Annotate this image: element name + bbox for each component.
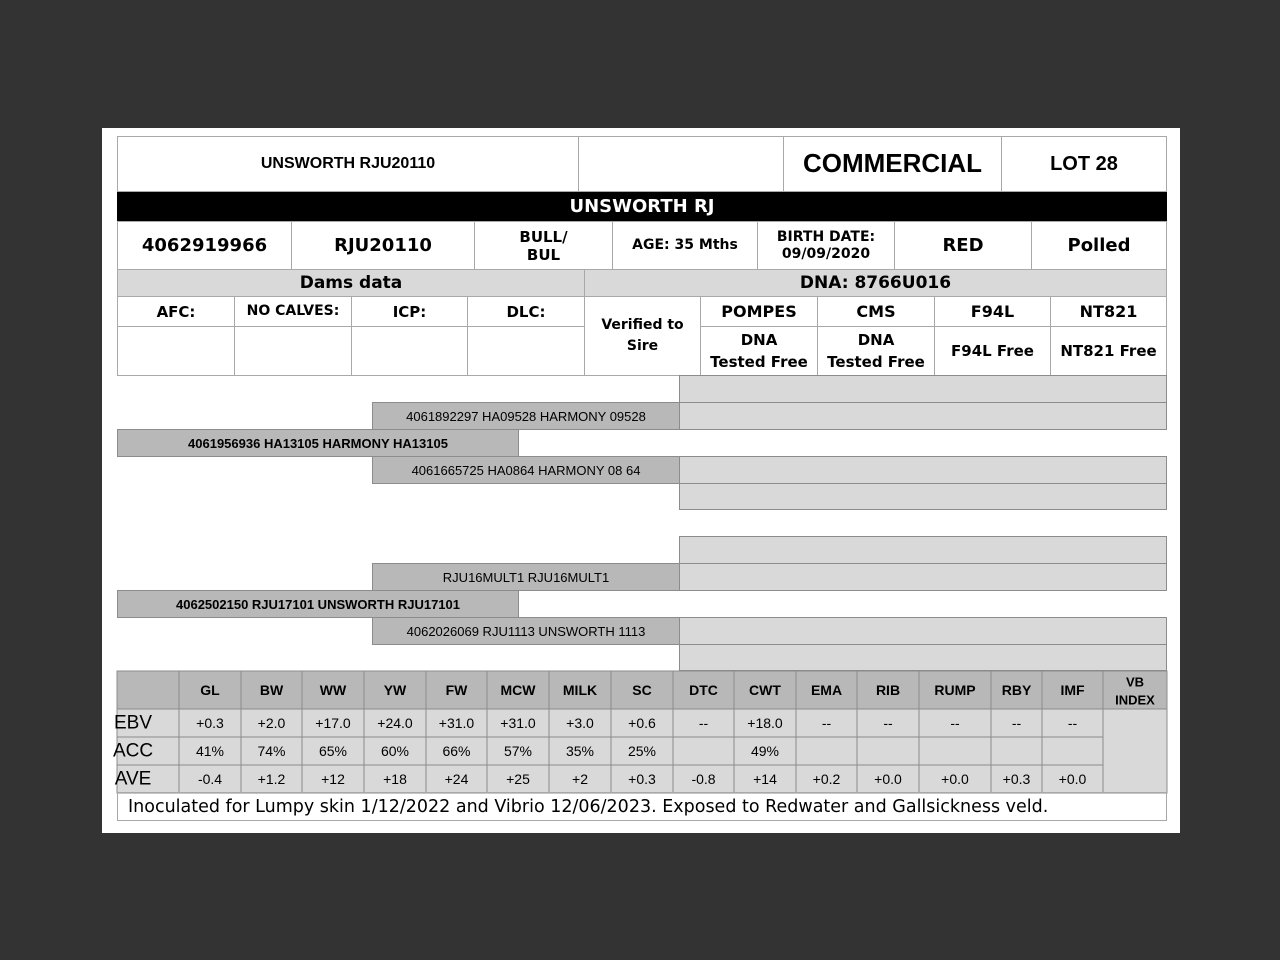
ebv-value-acc-mcw: 57% bbox=[503, 743, 533, 759]
lot-number: LOT 28 bbox=[1001, 136, 1167, 192]
ebv-header-mcw: MCW bbox=[500, 682, 536, 698]
ebv-value-ave-sc: +0.3 bbox=[628, 771, 656, 787]
ebv-value-ebv-bw: +2.0 bbox=[257, 715, 286, 731]
tag-number: RJU20110 bbox=[291, 221, 475, 270]
ebv-table bbox=[102, 128, 1180, 833]
ebv-value-ave-mcw: +25 bbox=[506, 771, 530, 787]
ebv-value-ebv-gl: +0.3 bbox=[196, 715, 224, 731]
ebv-value-ebv-rump: -- bbox=[950, 715, 960, 731]
ebv-header-gl: GL bbox=[200, 682, 220, 698]
ebv-value-acc-gl: 41% bbox=[195, 743, 225, 759]
dna-result-f94l: F94L Free bbox=[934, 326, 1051, 376]
ebv-value-acc-sc: 25% bbox=[627, 743, 657, 759]
verified-line1: Verified to bbox=[601, 317, 684, 334]
ebv-header-rby: RBY bbox=[1001, 682, 1032, 698]
verified-line2: Sire bbox=[626, 338, 659, 354]
sex-line1: BULL/ bbox=[519, 227, 568, 246]
ebv-header-ww: WW bbox=[319, 682, 347, 698]
ebv-value-ebv-imf: -- bbox=[1067, 715, 1078, 731]
pedigree-sire: 4061956936 HA13105 HARMONY HA13105 bbox=[117, 429, 519, 457]
ebv-value-ebv-yw: +24.0 bbox=[377, 715, 413, 731]
ebv-cell bbox=[673, 737, 734, 765]
ebv-value-acc-ww: 65% bbox=[318, 743, 348, 759]
icp-label: ICP: bbox=[351, 296, 468, 327]
ebv-value-acc-bw: 74% bbox=[257, 743, 286, 759]
ebv-cell bbox=[991, 737, 1042, 765]
category-label: COMMERCIAL bbox=[783, 136, 1002, 192]
dna-result-cms-line2: Tested Free bbox=[827, 353, 925, 371]
ebv-header-yw: YW bbox=[383, 682, 407, 698]
ebv-value-ave-fw: +24 bbox=[444, 771, 469, 787]
ebv-header-bw: BW bbox=[259, 682, 284, 698]
ebv-header-imf: IMF bbox=[1060, 682, 1085, 698]
ebv-cell bbox=[857, 737, 919, 765]
ebv-header-cwt: CWT bbox=[749, 682, 781, 698]
dna-test-name-nt821: NT821 bbox=[1050, 296, 1167, 327]
dna-title: DNA: 8766U016 bbox=[584, 269, 1167, 297]
ebv-value-ebv-ww: +17.0 bbox=[315, 715, 351, 731]
sale-lot-card bbox=[102, 128, 1180, 833]
ebv-value-ebv-cwt: +18.0 bbox=[747, 715, 783, 731]
pedigree-sire-dam: 4061665725 HA0864 HARMONY 08 64 bbox=[372, 456, 680, 484]
ebv-value-acc-milk: 35% bbox=[565, 743, 595, 759]
ebv-value-acc-yw: 60% bbox=[380, 743, 410, 759]
ebv-value-ebv-ema: -- bbox=[821, 715, 832, 731]
ebv-cell bbox=[796, 737, 857, 765]
ebv-value-ave-cwt: +14 bbox=[753, 771, 777, 787]
dna-result-pompes-line1: DNA bbox=[740, 330, 778, 349]
ebv-value-ave-rib: +0.0 bbox=[874, 771, 902, 787]
ebv-header-sc: SC bbox=[632, 682, 652, 698]
vb-index-value bbox=[1103, 709, 1167, 793]
pedigree-dam-sire: RJU16MULT1 RJU16MULT1 bbox=[372, 563, 680, 591]
ebv-value-ebv-milk: +3.0 bbox=[566, 715, 594, 731]
ebv-value-ave-ww: +12 bbox=[321, 771, 345, 787]
ebv-header-dtc: DTC bbox=[689, 682, 718, 698]
ebv-cell bbox=[1042, 737, 1103, 765]
no-calves-label: NO CALVES: bbox=[234, 296, 352, 327]
ebv-value-ebv-mcw: +31.0 bbox=[500, 715, 536, 731]
ebv-header-rib: RIB bbox=[875, 682, 901, 698]
horn-status: Polled bbox=[1031, 221, 1167, 270]
ebv-value-ave-ema: +0.2 bbox=[812, 771, 841, 787]
ebv-value-ave-rump: +0.0 bbox=[941, 771, 969, 787]
ebv-header-ema: EMA bbox=[810, 682, 843, 698]
vb-index-line2: INDEX bbox=[1115, 692, 1155, 708]
birth-date: 09/09/2020 bbox=[781, 245, 871, 262]
afc-label: AFC: bbox=[117, 296, 235, 327]
ebv-value-ebv-dtc: -- bbox=[698, 715, 709, 731]
dna-result-cms-line1: DNA bbox=[857, 330, 895, 349]
ebv-row-label-ebv: EBV bbox=[113, 712, 153, 734]
ebv-header-rump: RUMP bbox=[934, 682, 976, 698]
ebv-header-fw: FW bbox=[445, 682, 468, 698]
ebv-row-label-acc: ACC bbox=[112, 740, 154, 762]
dna-test-name-cms: CMS bbox=[817, 296, 935, 327]
ebv-value-ave-rby: +0.3 bbox=[1002, 771, 1031, 787]
id-number: 4062919966 bbox=[117, 221, 292, 270]
age: AGE: 35 Mths bbox=[612, 221, 758, 270]
dna-result-pompes-line2: Tested Free bbox=[710, 353, 808, 371]
pedigree-dam-dam: 4062026069 RJU1113 UNSWORTH 1113 bbox=[372, 617, 680, 645]
ebv-cell bbox=[919, 737, 991, 765]
birth-date-label: BIRTH DATE: bbox=[776, 228, 876, 245]
sex-line2: BUL bbox=[526, 245, 561, 264]
pedigree-sire-sire: 4061892297 HA09528 HARMONY 09528 bbox=[372, 402, 680, 430]
vb-index-line1: VB bbox=[1125, 674, 1145, 690]
dams-data-title: Dams data bbox=[117, 269, 585, 297]
ebv-row-label-ave: AVE bbox=[114, 768, 152, 790]
ebv-header-corner bbox=[117, 671, 179, 709]
breeder-bar: UNSWORTH RJ bbox=[117, 192, 1167, 221]
colour: RED bbox=[894, 221, 1032, 270]
ebv-header-milk: MILK bbox=[562, 682, 598, 698]
ebv-value-acc-cwt: 49% bbox=[750, 743, 780, 759]
ebv-value-ave-dtc: -0.8 bbox=[691, 771, 716, 787]
ebv-value-ebv-fw: +31.0 bbox=[438, 715, 475, 731]
ebv-value-ebv-rby: -- bbox=[1011, 715, 1022, 731]
ebv-value-acc-fw: 66% bbox=[442, 743, 471, 759]
ebv-value-ebv-rib: -- bbox=[883, 715, 893, 731]
ebv-value-ebv-sc: +0.6 bbox=[628, 715, 656, 731]
dna-test-name-pompes: POMPES bbox=[700, 296, 818, 327]
pedigree-dam: 4062502150 RJU17101 UNSWORTH RJU17101 bbox=[117, 590, 519, 618]
ebv-value-ave-bw: +1.2 bbox=[257, 771, 286, 787]
ebv-value-ave-yw: +18 bbox=[383, 771, 407, 787]
ebv-value-ave-gl: -0.4 bbox=[197, 771, 223, 787]
ebv-value-ave-milk: +2 bbox=[572, 771, 588, 787]
footer-note: Inoculated for Lumpy skin 1/12/2022 and Vibrio 12/06/2023. Exposed to Redwater and Gallsickness veld. bbox=[117, 792, 1167, 821]
dna-result-nt821: NT821 Free bbox=[1050, 326, 1167, 376]
animal-name: UNSWORTH RJU20110 bbox=[117, 136, 579, 192]
ebv-value-ave-imf: +0.0 bbox=[1058, 771, 1087, 787]
dna-test-name-f94l: F94L bbox=[934, 296, 1051, 327]
dlc-label: DLC: bbox=[467, 296, 585, 327]
